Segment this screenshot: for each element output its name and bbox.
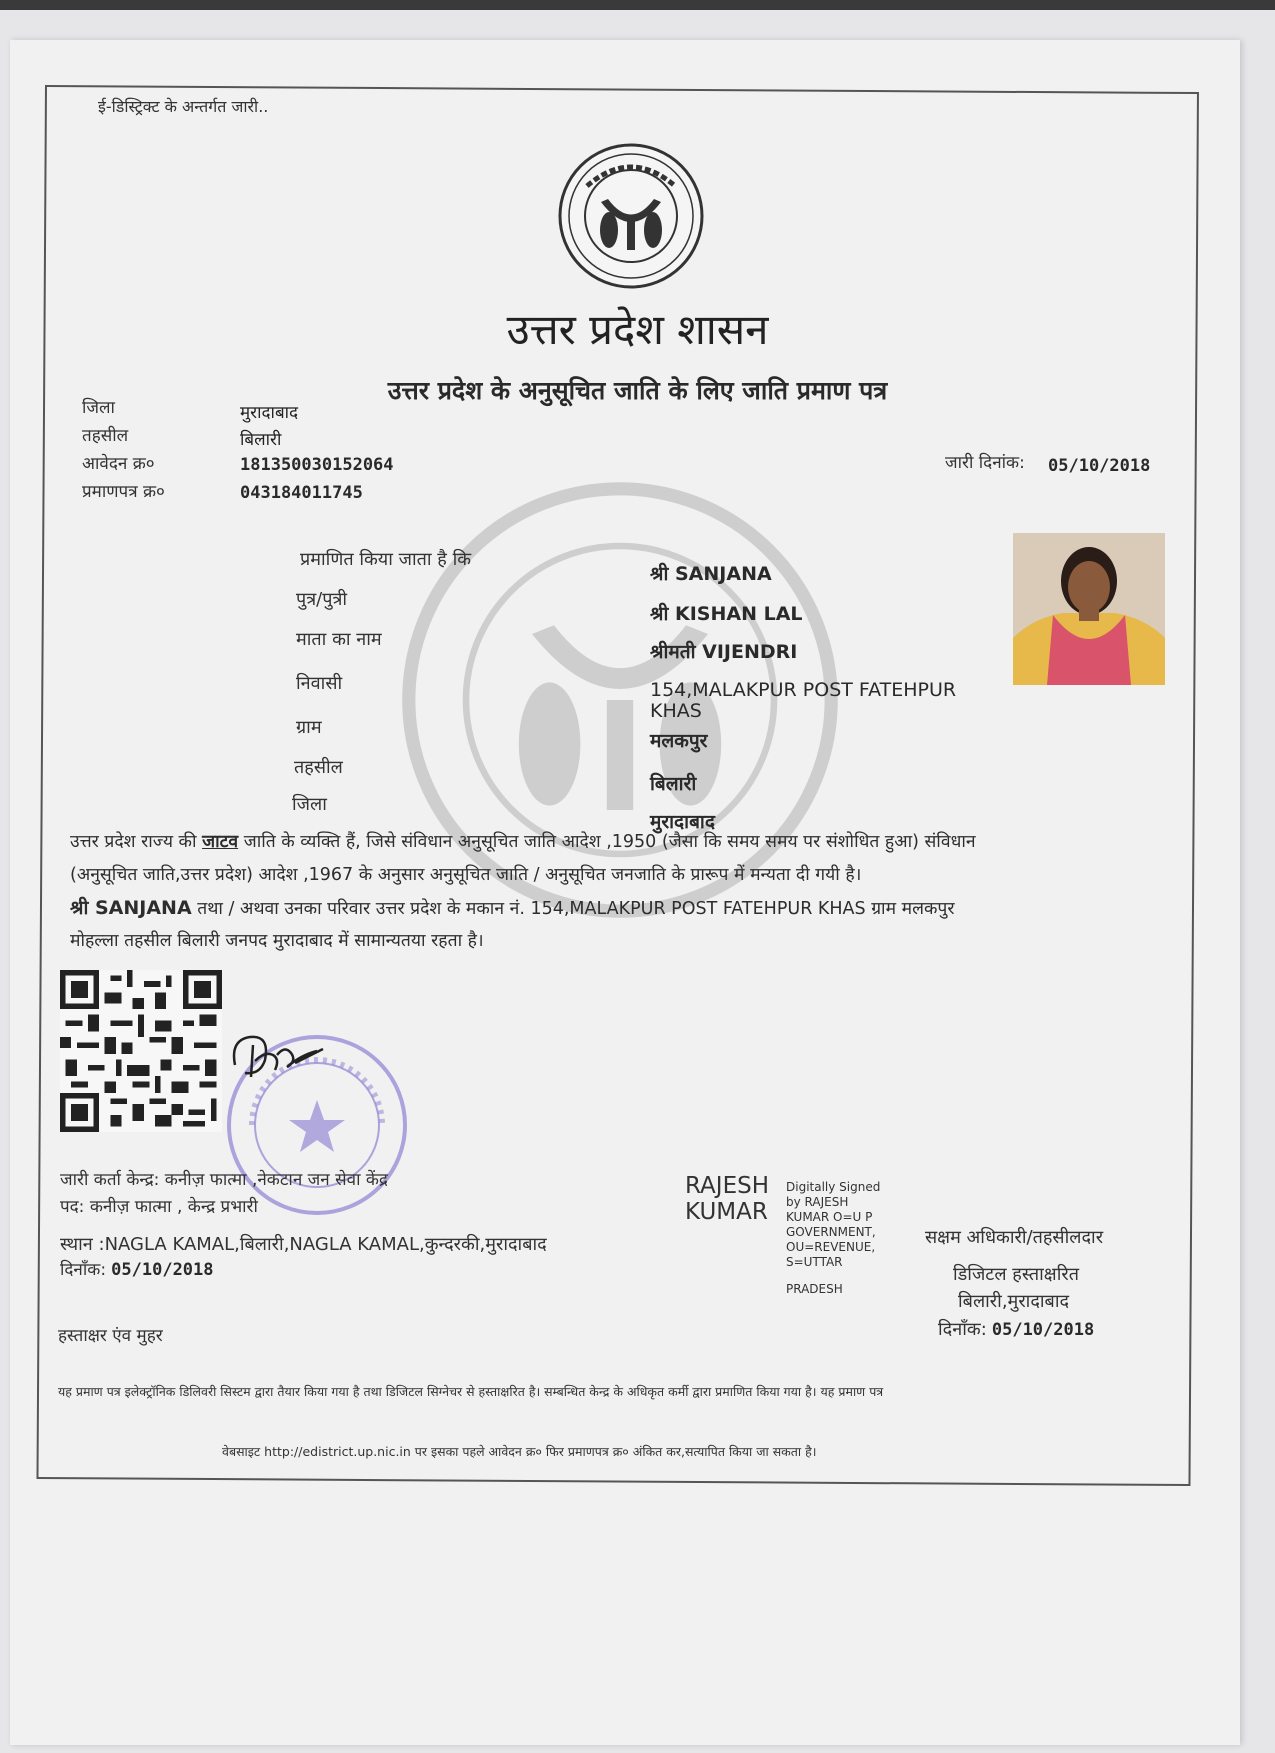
footer-note-line2: वेबसाइट http://edistrict.up.nic.in पर इसका पहले आवेदन क्र० फिर प्रमाणपत्र क्र० अंकित कर,सत्यापित किया जा सकता है। xyxy=(222,1444,817,1459)
authority-place: बिलारी,मुरादाबाद xyxy=(958,1291,1070,1312)
page-title: उत्तर प्रदेश शासन xyxy=(506,305,769,354)
field-value-father: श्री KISHAN LAL xyxy=(650,603,803,625)
up-emblem-icon xyxy=(557,142,705,290)
scan-top-edge xyxy=(0,0,1275,10)
issuer-post: पद: कनीज़ फात्मा , केन्द्र प्रभारी xyxy=(60,1197,258,1217)
sign-and-seal-label: हस्ताक्षर एंव मुहर xyxy=(58,1326,163,1346)
field-label-mother: माता का नाम xyxy=(296,629,382,650)
certificate-paragraph-line1: उत्तर प्रदेश राज्य की जाटव जाति के व्यक्ति हैं, जिसे संविधान अनुसूचित जाति आदेश ,1950 (जैसा कि समय समय पर संशोधित हुआ) संविधान xyxy=(70,832,976,852)
digital-signature-details: Digitally Signed by RAJESH KUMAR O=U P GOVERNMENT, OU=REVENUE, S=UTTAR PRADESH xyxy=(786,1180,881,1296)
district-value: मुरादाबाद xyxy=(240,403,299,423)
certificate-number: 043184011745 xyxy=(240,483,363,503)
digital-signer-name: RAJESH KUMAR xyxy=(685,1173,769,1225)
authority-digital-signed: डिजिटल हस्ताक्षरित xyxy=(953,1264,1079,1285)
applicant-photo xyxy=(1013,533,1165,685)
tehsil-value: बिलारी xyxy=(240,430,282,450)
field-value-mother: श्रीमती VIJENDRI xyxy=(650,641,798,663)
certificate-subtitle: उत्तर प्रदेश के अनुसूचित जाति के लिए जाति प्रमाण पत्र xyxy=(387,376,888,405)
certificate-number-label: प्रमाणपत्र क्र० xyxy=(82,482,165,502)
district-label: जिला xyxy=(82,398,115,418)
field-value-address: 154,MALAKPUR POST FATEHPUR xyxy=(650,679,957,701)
authority-title: सक्षम अधिकारी/तहसीलदार xyxy=(925,1227,1104,1248)
certificate-paragraph-line3: श्री SANJANA तथा / अथवा उनका परिवार उत्तर प्रदेश के मकान नं. 154,MALAKPUR POST FATEHPUR KHAS ग्राम मलकपुर xyxy=(70,897,955,919)
caste-name: जाटव xyxy=(202,832,239,852)
applicant-portrait-icon xyxy=(1013,533,1165,685)
field-label-child-of: पुत्र/पुत्री xyxy=(296,589,348,610)
issuer-date: दिनाँक: 05/10/2018 xyxy=(60,1260,214,1280)
tehsil-label: तहसील xyxy=(82,426,129,446)
field-value-name: श्री SANJANA xyxy=(650,563,772,585)
certificate-paragraph-line2: (अनुसूचित जाति,उत्तर प्रदेश) आदेश ,1967 के अनुसार अनुसूचित जाति / अनुसूचित जनजाति के प्रारूप में मन्यता दी गयी है। xyxy=(70,865,862,885)
issue-date-label: जारी दिनांक: xyxy=(945,453,1025,473)
authority-date: दिनाँक: 05/10/2018 xyxy=(938,1319,1095,1340)
header-note: ई-डिस्ट्रिक्ट के अन्तर्गत जारी.. xyxy=(98,97,269,116)
field-label-district: जिला xyxy=(292,794,327,815)
field-value-address-line2: KHAS xyxy=(650,700,702,722)
issue-date: 05/10/2018 xyxy=(1048,456,1151,476)
certificate-paragraph-line4: मोहल्ला तहसील बिलारी जनपद मुरादाबाद में सामान्यतया रहता है। xyxy=(70,931,484,951)
field-label-resident: निवासी xyxy=(296,673,343,694)
field-value-district: मुरादाबाद xyxy=(650,811,715,833)
application-number: 181350030152064 xyxy=(240,455,394,475)
field-label-tehsil: तहसील xyxy=(294,757,343,778)
field-value-tehsil: बिलारी xyxy=(650,773,697,795)
issuer-center: जारी कर्ता केन्द्र: कनीज़ फात्मा ,नेकटान जन सेवा केंद्र xyxy=(60,1170,388,1190)
field-label-certified: प्रमाणित किया जाता है कि xyxy=(300,549,472,570)
issuer-place: स्थान :NAGLA KAMAL,बिलारी,NAGLA KAMAL,कुन्दरकी,मुरादाबाद xyxy=(60,1234,547,1255)
field-value-village: मलकपुर xyxy=(650,730,708,752)
qr-code-icon xyxy=(60,970,222,1132)
handwritten-signature-icon xyxy=(225,1015,335,1095)
field-label-village: ग्राम xyxy=(296,717,322,738)
application-label: आवेदन क्र० xyxy=(82,454,155,474)
footer-note-line1: यह प्रमाण पत्र इलेक्ट्रॉनिक डिलिवरी सिस्टम द्वारा तैयार किया गया है तथा डिजिटल सिग्नेचर से हस्ताक्षरित है। सम्बन्धित केन्द्र के अधिकृत कर्मी द्वारा प्रमाणित किया गया है। यह प्रमाण पत्र xyxy=(58,1384,884,1399)
